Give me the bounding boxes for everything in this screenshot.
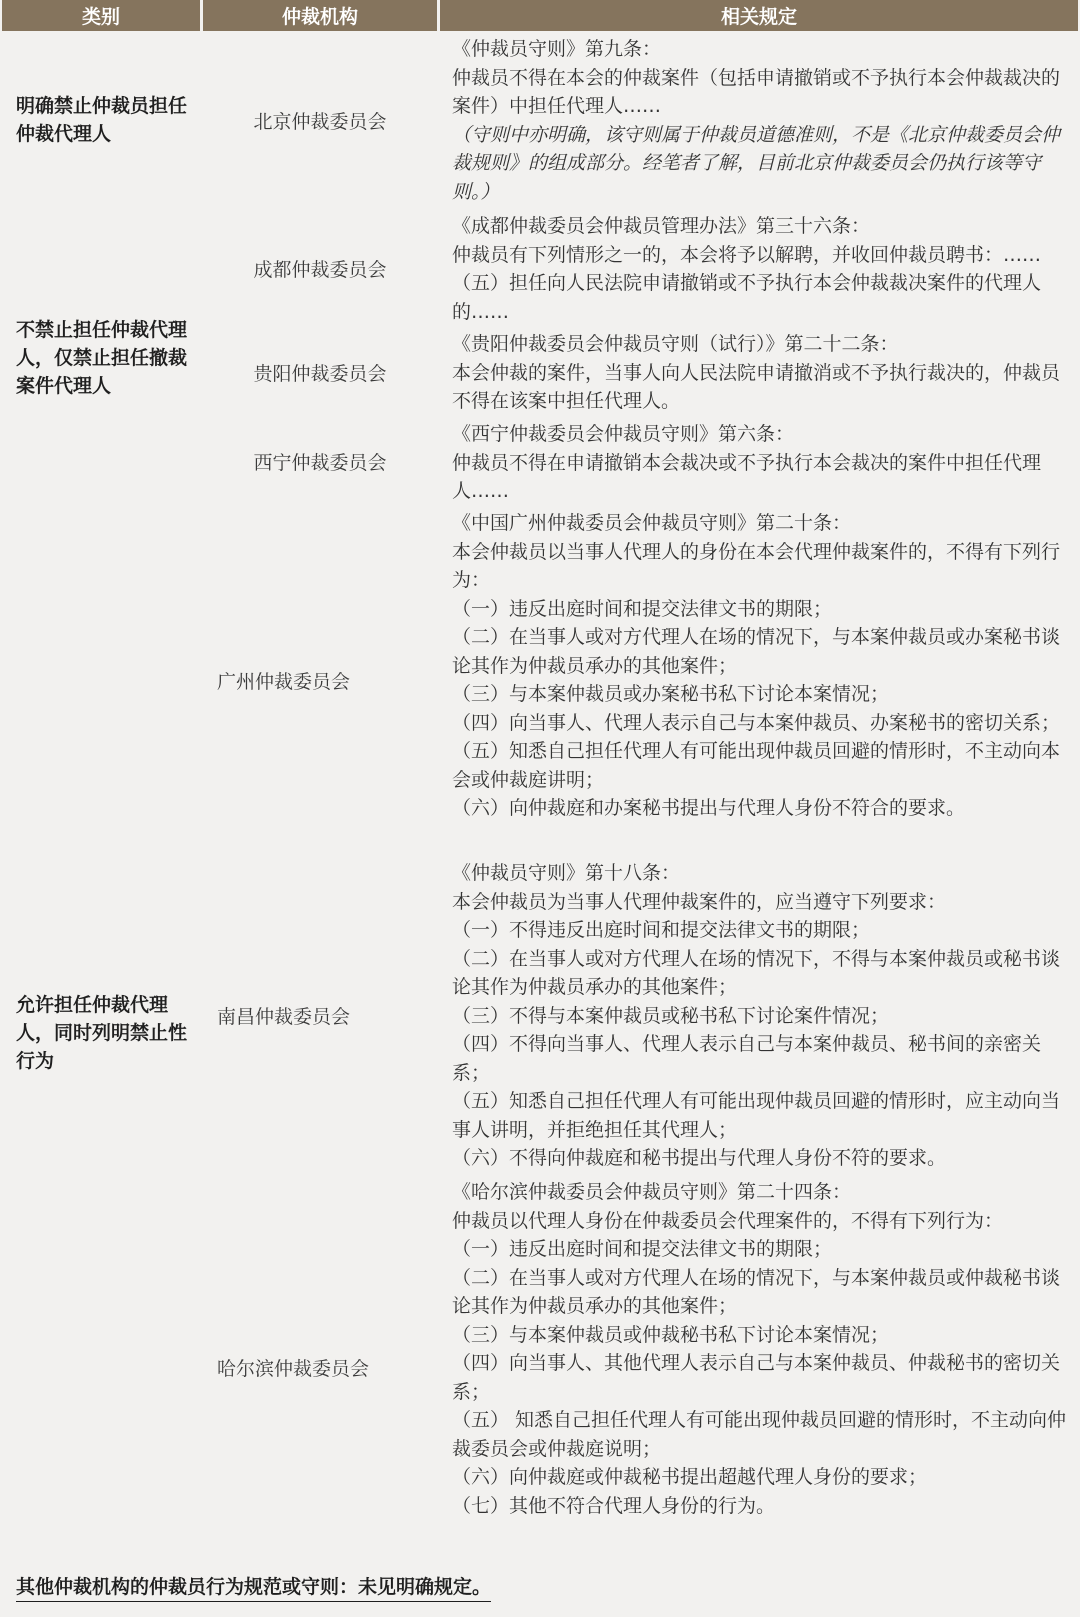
header-regulation: 相关规定: [440, 0, 1078, 31]
institution-cell: 哈尔滨仲裁委员会: [203, 1176, 437, 1559]
regulation-line: 仲裁员不得在申请撤销本会裁决或不予执行本会裁决的案件中担任代理人……: [452, 451, 1042, 502]
regulation-line: 本会仲裁员以当事人代理人的身份在本会代理仲裁案件的，不得有下列行为：: [452, 540, 1061, 591]
regulation-line: （七）其他不符合代理人身份的行为。: [452, 1494, 776, 1517]
institution-cell: 南昌仲裁委员会: [203, 857, 437, 1174]
regulation-line: 《中国广州仲裁委员会仲裁员守则》第二十条：: [452, 512, 852, 534]
regulation-line: 《成都仲裁委员会仲裁员管理办法》第三十六条：: [452, 215, 871, 237]
regulation-line: 仲裁员不得在本会的仲裁案件（包括申请撤销或不予执行本会仲裁裁决的案件）中担任代理人……: [452, 66, 1061, 117]
regulation-line: （三）与本案仲裁员或办案秘书私下讨论本案情况；: [452, 683, 890, 705]
institution-cell: 贵阳仲裁委员会: [203, 328, 437, 416]
regulation-line: （二）在当事人或对方代理人在场的情况下，与本案仲裁员或办案秘书谈论其作为仲裁员承办的其他案件；: [452, 626, 1061, 677]
regulation-line: （一）违反出庭时间和提交法律文书的期限；: [452, 597, 833, 620]
regulation-line: 本会仲裁的案件，当事人向人民法院申请撤消或不予执行裁决的，仲裁员不得在该案中担任代理人。: [452, 361, 1061, 412]
regulation-line: （六）不得向仲裁庭和秘书提出与代理人身份不符的要求。: [452, 1147, 947, 1169]
category-label: 不禁止担任仲裁代理人，仅禁止担任撤裁案件代理人: [16, 318, 188, 397]
regulation-line: （五）知悉自己担任代理人有可能出现仲裁员回避的情形时，应主动向当事人讲明，并拒绝担任其代理人；: [452, 1090, 1061, 1141]
institution-cell: 北京仲裁委员会: [203, 33, 437, 207]
regulation-cell: [440, 210, 1078, 326]
regulation-line: （一）违反出庭时间和提交法律文书的期限；: [452, 1238, 833, 1260]
regulation-cell: [440, 33, 1078, 207]
regulation-line: 仲裁员有下列情形之一的，本会将予以解聘，并收回仲裁员聘书：……（五）担任向人民法院申请撤销或不予执行本会仲裁裁决案件的代理人的……: [452, 243, 1042, 323]
regulation-line: 《哈尔滨仲裁委员会仲裁员守则》第二十四条：: [452, 1181, 852, 1203]
institution-cell: 西宁仲裁委员会: [203, 418, 437, 505]
regulation-line: （五） 知悉自己担任代理人有可能出现仲裁员回避的情形时，不主动向仲裁委员会或仲裁庭说明；: [452, 1409, 1067, 1460]
category-cell: [2, 210, 200, 505]
regulation-line: （五）知悉自己担任代理人有可能出现仲裁员回避的情形时，不主动向本会或仲裁庭讲明；: [452, 740, 1061, 791]
regulation-line: （四）向当事人、代理人表示自己与本案仲裁员、办案秘书的密切关系；: [452, 711, 1061, 734]
regulation-line: （三）与本案仲裁员或仲裁秘书私下讨论本案情况；: [452, 1323, 890, 1346]
footer-note: 其他仲裁机构的仲裁员行为规范或守则：未见明确规定。: [16, 1572, 491, 1602]
category-cell: [2, 33, 200, 207]
regulation-line: 《仲裁员守则》第九条：: [452, 38, 662, 60]
regulation-line: 本会仲裁员为当事人代理仲裁案件的，应当遵守下列要求：: [452, 890, 947, 913]
category-label: 允许担任仲裁代理人，同时列明禁止性行为: [16, 994, 188, 1072]
regulation-line: （四）向当事人、其他代理人表示自己与本案仲裁员、仲裁秘书的密切关系；: [452, 1352, 1061, 1403]
regulation-cell: [440, 857, 1078, 1174]
regulation-line: （三）不得与本案仲裁员或秘书私下讨论案件情况；: [452, 1004, 890, 1027]
institution-cell: 成都仲裁委员会: [203, 210, 437, 326]
header-institution: 仲裁机构: [203, 0, 437, 31]
institution-cell: 广州仲裁委员会: [203, 507, 437, 854]
regulation-line: 《仲裁员守则》第十八条：: [452, 862, 681, 884]
category-cell: [2, 507, 200, 1559]
regulation-cell: [440, 418, 1078, 505]
category-label: 明确禁止仲裁员担任仲裁代理人: [16, 95, 188, 145]
regulation-cell: [440, 1176, 1078, 1559]
table-footer: [2, 1562, 1078, 1612]
regulation-line: 《西宁仲裁委员会仲裁员守则》第六条：: [452, 423, 795, 445]
regulation-line: （二）在当事人或对方代理人在场的情况下，与本案仲裁员或仲裁秘书谈论其作为仲裁员承办的其他案件；: [452, 1266, 1061, 1317]
regulation-cell: [440, 328, 1078, 416]
regulation-cell: [440, 507, 1078, 854]
regulation-line: （六）向仲裁庭或仲裁秘书提出超越代理人身份的要求；: [452, 1466, 928, 1488]
regulation-line: （四）不得向当事人、代理人表示自己与本案仲裁员、秘书间的亲密关系；: [452, 1033, 1042, 1084]
regulation-line: （二）在当事人或对方代理人在场的情况下，不得与本案仲裁员或秘书谈论其作为仲裁员承办的其他案件；: [452, 947, 1061, 998]
regulation-note: （守则中亦明确，该守则属于仲裁员道德准则，不是《北京仲裁委员会仲裁规则》的组成部分。经笔者了解，目前北京仲裁委员会仍执行该等守则。）: [452, 123, 1061, 203]
regulation-line: 《贵阳仲裁委员会仲裁员守则（试行）》第二十二条：: [452, 333, 899, 355]
regulation-line: 仲裁员以代理人身份在仲裁委员会代理案件的，不得有下列行为：: [452, 1209, 1004, 1232]
header-category: 类别: [2, 0, 200, 31]
regulation-line: （六）向仲裁庭和办案秘书提出与代理人身份不符合的要求。: [452, 797, 966, 819]
regulation-line: （一）不得违反出庭时间和提交法律文书的期限；: [452, 919, 871, 941]
